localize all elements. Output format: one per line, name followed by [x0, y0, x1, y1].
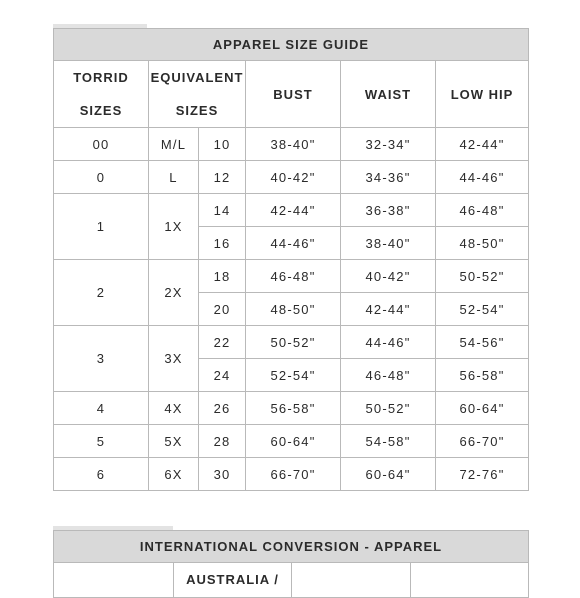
numeric-size-cell: 24 [199, 359, 246, 392]
torrid-size-cell: 0 [54, 161, 149, 194]
conversion-title: INTERNATIONAL CONVERSION - APPAREL [54, 531, 529, 563]
waist-cell: 60-64" [341, 458, 436, 491]
bust-cell: 40-42" [246, 161, 341, 194]
numeric-size-cell: 16 [199, 227, 246, 260]
torrid-size-cell: 5 [54, 425, 149, 458]
low-hip-cell: 72-76" [436, 458, 529, 491]
waist-cell: 46-48" [341, 359, 436, 392]
equivalent-size-cell: 4X [149, 392, 199, 425]
bust-cell: 38-40" [246, 128, 341, 161]
table-row [54, 260, 529, 293]
equivalent-size-cell: M/L [149, 128, 199, 161]
equivalent-size-cell: 2X [149, 260, 199, 326]
low-hip-cell: 50-52" [436, 260, 529, 293]
numeric-size-cell: 10 [199, 128, 246, 161]
header-torrid-line1: TORRID [73, 70, 129, 85]
equivalent-size-cell: L [149, 161, 199, 194]
bust-cell: 60-64" [246, 425, 341, 458]
low-hip-cell: 54-56" [436, 326, 529, 359]
bust-cell: 46-48" [246, 260, 341, 293]
low-hip-cell: 56-58" [436, 359, 529, 392]
equivalent-size-cell: 3X [149, 326, 199, 392]
waist-cell: 38-40" [341, 227, 436, 260]
table-row [54, 326, 529, 359]
numeric-size-cell: 12 [199, 161, 246, 194]
conversion-header-cell [54, 563, 174, 598]
low-hip-cell: 46-48" [436, 194, 529, 227]
equivalent-size-cell: 1X [149, 194, 199, 260]
waist-cell: 40-42" [341, 260, 436, 293]
apparel-size-guide-table [53, 28, 529, 491]
torrid-size-cell: 4 [54, 392, 149, 425]
bust-cell: 66-70" [246, 458, 341, 491]
waist-cell: 44-46" [341, 326, 436, 359]
bust-cell: 44-46" [246, 227, 341, 260]
equivalent-size-cell: 6X [149, 458, 199, 491]
header-torrid-sizes [54, 61, 149, 128]
numeric-size-cell: 18 [199, 260, 246, 293]
numeric-size-cell: 14 [199, 194, 246, 227]
bust-cell: 42-44" [246, 194, 341, 227]
header-bust: BUST [246, 61, 341, 128]
waist-cell: 34-36" [341, 161, 436, 194]
torrid-size-cell: 2 [54, 260, 149, 326]
conversion-header-cell [411, 563, 529, 598]
header-equivalent-line2: SIZES [175, 103, 219, 118]
equivalent-size-cell: 5X [149, 425, 199, 458]
low-hip-cell: 44-46" [436, 161, 529, 194]
header-equivalent-line1: EQUIVALENT [150, 70, 244, 85]
bust-cell: 48-50" [246, 293, 341, 326]
numeric-size-cell: 20 [199, 293, 246, 326]
conversion-header-cell [292, 563, 411, 598]
international-conversion-table [53, 530, 529, 598]
numeric-size-cell: 30 [199, 458, 246, 491]
header-torrid-line2: SIZES [79, 103, 123, 118]
torrid-size-cell: 6 [54, 458, 149, 491]
bust-cell: 50-52" [246, 326, 341, 359]
low-hip-cell: 48-50" [436, 227, 529, 260]
table-row [54, 194, 529, 227]
torrid-size-cell: 3 [54, 326, 149, 392]
bust-cell: 52-54" [246, 359, 341, 392]
table-row [54, 161, 529, 194]
table-row [54, 392, 529, 425]
waist-cell: 36-38" [341, 194, 436, 227]
header-low-hip: LOW HIP [436, 61, 529, 128]
numeric-size-cell: 22 [199, 326, 246, 359]
waist-cell: 32-34" [341, 128, 436, 161]
low-hip-cell: 60-64" [436, 392, 529, 425]
waist-cell: 50-52" [341, 392, 436, 425]
torrid-size-cell: 1 [54, 194, 149, 260]
numeric-size-cell: 26 [199, 392, 246, 425]
size-guide-title: APPAREL SIZE GUIDE [54, 29, 529, 61]
waist-cell: 54-58" [341, 425, 436, 458]
low-hip-cell: 42-44" [436, 128, 529, 161]
low-hip-cell: 66-70" [436, 425, 529, 458]
table-row [54, 425, 529, 458]
bust-cell: 56-58" [246, 392, 341, 425]
table-row [54, 458, 529, 491]
waist-cell: 42-44" [341, 293, 436, 326]
table-row [54, 128, 529, 161]
header-equivalent-sizes [149, 61, 246, 128]
torrid-size-cell: 00 [54, 128, 149, 161]
conversion-header-australia: AUSTRALIA / [174, 563, 292, 598]
header-waist: WAIST [341, 61, 436, 128]
low-hip-cell: 52-54" [436, 293, 529, 326]
numeric-size-cell: 28 [199, 425, 246, 458]
